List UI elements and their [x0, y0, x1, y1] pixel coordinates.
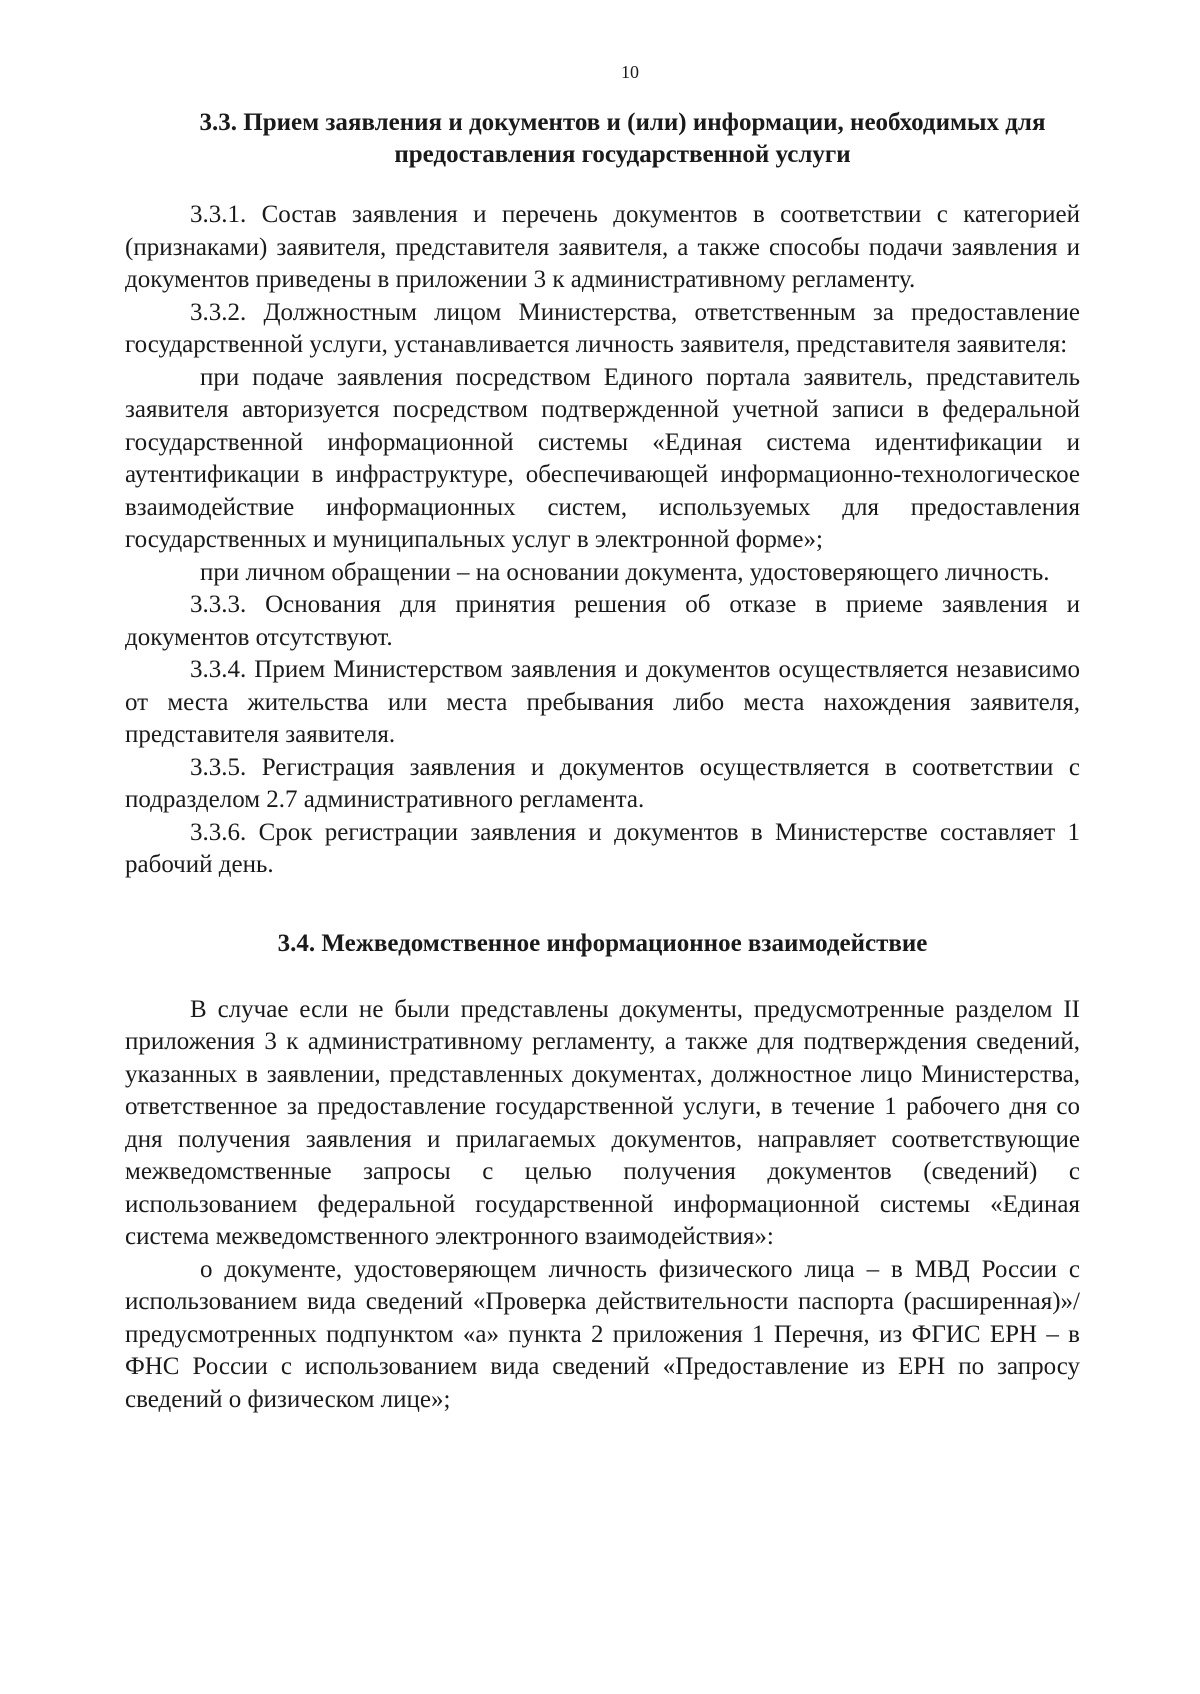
paragraph-3-4-intro: В случае если не были представлены документы, предусмотренные разделом II приложения 3 к административному регламенту, а также для подтверждения сведений, указанных в заявлении, представленных документах, должностное лицо Министерства, ответственное за предоставление государственной услуги, в течение 1 рабочего дня со дня получения заявления и прилагаемых документов, направляет соответствующие межведомственные запросы с целью получения документов (сведений) с использованием федеральной государственной информационной системы «Единая система межведомственного электронного взаимодействия»:	[125, 995, 1080, 1250]
paragraph-3-3-3: 3.3.3. Основания для принятия решения об отказе в приеме заявления и документов отсутствуют.	[125, 591, 1080, 651]
paragraph-3-3-6: 3.3.6. Срок регистрации заявления и документов в Министерстве составляет 1 рабочий день.	[125, 818, 1080, 878]
paragraph-3-3-2-personal: при личном обращении – на основании документа, удостоверяющего личность.	[200, 558, 1050, 586]
paragraph-3-3-4: 3.3.4. Прием Министерством заявления и документов осуществляется независимо от места жительства или места пребывания либо места нахождения заявителя, представителя заявителя.	[125, 656, 1080, 748]
paragraph-3-3-1: 3.3.1. Состав заявления и перечень документов в соответствии с категорией (признаками) заявителя, представителя заявителя, а также способы подачи заявления и документов приведены в приложении 3 к административному регламенту.	[125, 201, 1080, 293]
paragraph-3-3-2: 3.3.2. Должностным лицом Министерства, ответственным за предоставление государственной услуги, устанавливается личность заявителя, представителя заявителя:	[125, 298, 1080, 358]
paragraph-3-3-5: 3.3.5. Регистрация заявления и документов осуществляется в соответствии с подразделом 2.7 административного регламента.	[125, 753, 1080, 813]
page-number: 10	[621, 62, 639, 82]
section-3-3-title: 3.3. Прием заявления и документов и (или) информации, необходимых для предоставления государственной услуги	[199, 109, 1046, 168]
section-3-4-title: 3.4. Межведомственное информационное взаимодействие	[277, 929, 928, 957]
paragraph-3-3-2-portal: при подаче заявления посредством Единого портала заявитель, представитель заявителя авторизуется посредством подтвержденной учетной записи в федеральной государственной информационной системы «Единая система идентификации и аутентификации в инфраструктуре, обеспечивающей информационно-технологическое взаимодействие информационных систем, используемых для предоставления государственных и муниципальных услуг в электронной форме»;	[125, 363, 1080, 553]
paragraph-3-4-identity-doc: о документе, удостоверяющем личность физического лица – в МВД России с использованием вида сведений «Проверка действительности паспорта (расширенная)»/предусмотренных подпунктом «а» пункта 2 приложения 1 Перечня, из ФГИС ЕРН – в ФНС России с использованием вида сведений «Предоставление из ЕРН по запросу сведений о физическом лице»;	[125, 1255, 1080, 1413]
